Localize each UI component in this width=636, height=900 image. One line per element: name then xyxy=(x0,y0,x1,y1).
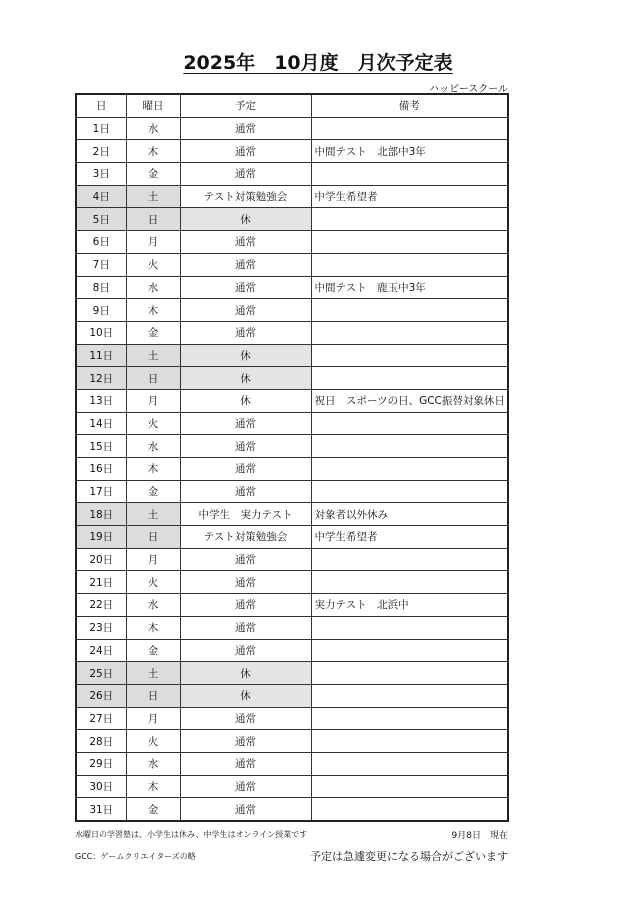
day-cell: 25日 xyxy=(76,662,126,685)
note-cell xyxy=(311,299,508,322)
table-row xyxy=(76,639,508,662)
note-cell: 中間テスト 北部中3年 xyxy=(311,140,508,163)
table-row xyxy=(76,684,508,707)
gcc-note: GCC：ゲームクリエイターズの略 xyxy=(75,852,196,861)
plan-cell: 通常 xyxy=(180,163,311,186)
table-row xyxy=(76,503,508,526)
table-row xyxy=(76,299,508,322)
weekday-cell: 金 xyxy=(126,639,180,662)
plan-cell: 通常 xyxy=(180,321,311,344)
day-cell: 24日 xyxy=(76,639,126,662)
table-row xyxy=(76,435,508,458)
plan-cell: 通常 xyxy=(180,117,311,140)
weekday-cell: 月 xyxy=(126,389,180,412)
table-row xyxy=(76,662,508,685)
table-row xyxy=(76,798,508,821)
note-cell xyxy=(311,775,508,798)
weekday-cell: 日 xyxy=(126,684,180,707)
note-cell xyxy=(311,616,508,639)
note-cell xyxy=(311,117,508,140)
plan-cell: 通常 xyxy=(180,253,311,276)
plan-cell: 通常 xyxy=(180,730,311,753)
table-row xyxy=(76,208,508,231)
day-cell: 22日 xyxy=(76,594,126,617)
weekday-cell: 木 xyxy=(126,616,180,639)
weekday-cell: 水 xyxy=(126,594,180,617)
table-row xyxy=(76,344,508,367)
plan-cell: 通常 xyxy=(180,707,311,730)
plan-cell: 通常 xyxy=(180,616,311,639)
day-cell: 6日 xyxy=(76,231,126,254)
day-cell: 7日 xyxy=(76,253,126,276)
note-cell xyxy=(311,435,508,458)
note-cell xyxy=(311,208,508,231)
day-cell: 16日 xyxy=(76,458,126,481)
weekday-cell: 月 xyxy=(126,707,180,730)
note-cell xyxy=(311,662,508,685)
table-row xyxy=(76,594,508,617)
weekday-cell: 木 xyxy=(126,140,180,163)
day-cell: 10日 xyxy=(76,321,126,344)
plan-cell: 通常 xyxy=(180,480,311,503)
note-cell: 中学生希望者 xyxy=(311,526,508,549)
weekday-cell: 土 xyxy=(126,662,180,685)
weekday-cell: 日 xyxy=(126,208,180,231)
note-cell xyxy=(311,480,508,503)
plan-cell: 通常 xyxy=(180,231,311,254)
plan-cell: 通常 xyxy=(180,458,311,481)
note-cell xyxy=(311,684,508,707)
table-row xyxy=(76,367,508,390)
table-row xyxy=(76,752,508,775)
table-row xyxy=(76,526,508,549)
plan-cell: 通常 xyxy=(180,412,311,435)
note-cell xyxy=(311,798,508,821)
day-cell: 23日 xyxy=(76,616,126,639)
header-day: 日 xyxy=(76,94,126,117)
day-cell: 2日 xyxy=(76,140,126,163)
table-row xyxy=(76,163,508,186)
weekday-cell: 土 xyxy=(126,503,180,526)
note-cell xyxy=(311,730,508,753)
day-cell: 9日 xyxy=(76,299,126,322)
day-cell: 26日 xyxy=(76,684,126,707)
header-row xyxy=(76,94,508,117)
weekday-cell: 火 xyxy=(126,571,180,594)
table-row xyxy=(76,707,508,730)
plan-cell: 通常 xyxy=(180,435,311,458)
day-cell: 19日 xyxy=(76,526,126,549)
table-row xyxy=(76,616,508,639)
day-cell: 14日 xyxy=(76,412,126,435)
plan-cell: 通常 xyxy=(180,594,311,617)
weekday-cell: 金 xyxy=(126,321,180,344)
day-cell: 11日 xyxy=(76,344,126,367)
plan-cell: 休 xyxy=(180,367,311,390)
table-row xyxy=(76,480,508,503)
day-cell: 17日 xyxy=(76,480,126,503)
title-text: 2025年 10月度 月次予定表 xyxy=(183,52,453,74)
header-weekday: 曜日 xyxy=(126,94,180,117)
note-cell: 実力テスト 北浜中 xyxy=(311,594,508,617)
weekday-cell: 金 xyxy=(126,480,180,503)
plan-cell: 通常 xyxy=(180,548,311,571)
table-row xyxy=(76,321,508,344)
note-cell xyxy=(311,163,508,186)
plan-cell: 休 xyxy=(180,662,311,685)
plan-cell: 通常 xyxy=(180,276,311,299)
weekday-cell: 月 xyxy=(126,548,180,571)
table-row xyxy=(76,140,508,163)
table-row xyxy=(76,412,508,435)
table-row xyxy=(76,389,508,412)
plan-cell: 通常 xyxy=(180,299,311,322)
weekday-cell: 水 xyxy=(126,276,180,299)
weekday-cell: 水 xyxy=(126,117,180,140)
weekday-cell: 金 xyxy=(126,163,180,186)
weekday-cell: 日 xyxy=(126,367,180,390)
day-cell: 30日 xyxy=(76,775,126,798)
note-cell xyxy=(311,231,508,254)
table-row xyxy=(76,775,508,798)
note-cell xyxy=(311,571,508,594)
schedule-table xyxy=(75,93,509,822)
plan-cell: 通常 xyxy=(180,639,311,662)
day-cell: 8日 xyxy=(76,276,126,299)
day-cell: 27日 xyxy=(76,707,126,730)
plan-cell: テスト対策勉強会 xyxy=(180,526,311,549)
note-cell: 祝日 スポーツの日、GCC振替対象休日 xyxy=(311,389,508,412)
weekday-cell: 月 xyxy=(126,231,180,254)
day-cell: 29日 xyxy=(76,752,126,775)
table-row xyxy=(76,730,508,753)
note-cell: 中間テスト 鹿玉中3年 xyxy=(311,276,508,299)
weekday-cell: 木 xyxy=(126,458,180,481)
weekday-cell: 火 xyxy=(126,412,180,435)
table-row xyxy=(76,231,508,254)
day-cell: 31日 xyxy=(76,798,126,821)
note-cell xyxy=(311,752,508,775)
plan-cell: 通常 xyxy=(180,775,311,798)
note-cell xyxy=(311,639,508,662)
plan-cell: 通常 xyxy=(180,798,311,821)
day-cell: 18日 xyxy=(76,503,126,526)
weekday-cell: 日 xyxy=(126,526,180,549)
table-row xyxy=(76,185,508,208)
day-cell: 12日 xyxy=(76,367,126,390)
weekday-cell: 土 xyxy=(126,185,180,208)
page-title xyxy=(0,48,636,75)
weekday-cell: 金 xyxy=(126,798,180,821)
weekday-cell: 木 xyxy=(126,299,180,322)
plan-cell: 休 xyxy=(180,684,311,707)
wednesday-note: 水曜日の学習塾は、小学生は休み、中学生はオンライン授業です xyxy=(75,830,308,839)
plan-cell: 休 xyxy=(180,208,311,231)
weekday-cell: 木 xyxy=(126,775,180,798)
weekday-cell: 水 xyxy=(126,435,180,458)
day-cell: 3日 xyxy=(76,163,126,186)
note-cell xyxy=(311,367,508,390)
day-cell: 1日 xyxy=(76,117,126,140)
table-row xyxy=(76,117,508,140)
school-name: ハッピースクール xyxy=(429,84,508,95)
note-cell xyxy=(311,458,508,481)
note-cell: 中学生希望者 xyxy=(311,185,508,208)
weekday-cell: 土 xyxy=(126,344,180,367)
day-cell: 13日 xyxy=(76,389,126,412)
weekday-cell: 水 xyxy=(126,752,180,775)
plan-cell: 通常 xyxy=(180,571,311,594)
note-cell: 対象者以外休み xyxy=(311,503,508,526)
table-row xyxy=(76,253,508,276)
table-row xyxy=(76,458,508,481)
table-row xyxy=(76,276,508,299)
plan-cell: テスト対策勉強会 xyxy=(180,185,311,208)
as-of-date: 9月8日 現在 xyxy=(451,831,508,841)
plan-cell: 通常 xyxy=(180,752,311,775)
day-cell: 21日 xyxy=(76,571,126,594)
plan-cell: 通常 xyxy=(180,140,311,163)
day-cell: 20日 xyxy=(76,548,126,571)
day-cell: 4日 xyxy=(76,185,126,208)
note-cell xyxy=(311,548,508,571)
schedule-rows xyxy=(76,117,508,821)
plan-cell: 中学生 実力テスト xyxy=(180,503,311,526)
plan-cell: 休 xyxy=(180,389,311,412)
table-row xyxy=(76,571,508,594)
day-cell: 5日 xyxy=(76,208,126,231)
day-cell: 15日 xyxy=(76,435,126,458)
header-note: 備考 xyxy=(311,94,508,117)
note-cell xyxy=(311,412,508,435)
day-cell: 28日 xyxy=(76,730,126,753)
note-cell xyxy=(311,344,508,367)
plan-cell: 休 xyxy=(180,344,311,367)
table-row xyxy=(76,548,508,571)
note-cell xyxy=(311,253,508,276)
note-cell xyxy=(311,707,508,730)
weekday-cell: 火 xyxy=(126,730,180,753)
weekday-cell: 火 xyxy=(126,253,180,276)
change-notice: 予定は急遽変更になる場合がございます xyxy=(310,850,508,863)
header-plan: 予定 xyxy=(180,94,311,117)
note-cell xyxy=(311,321,508,344)
